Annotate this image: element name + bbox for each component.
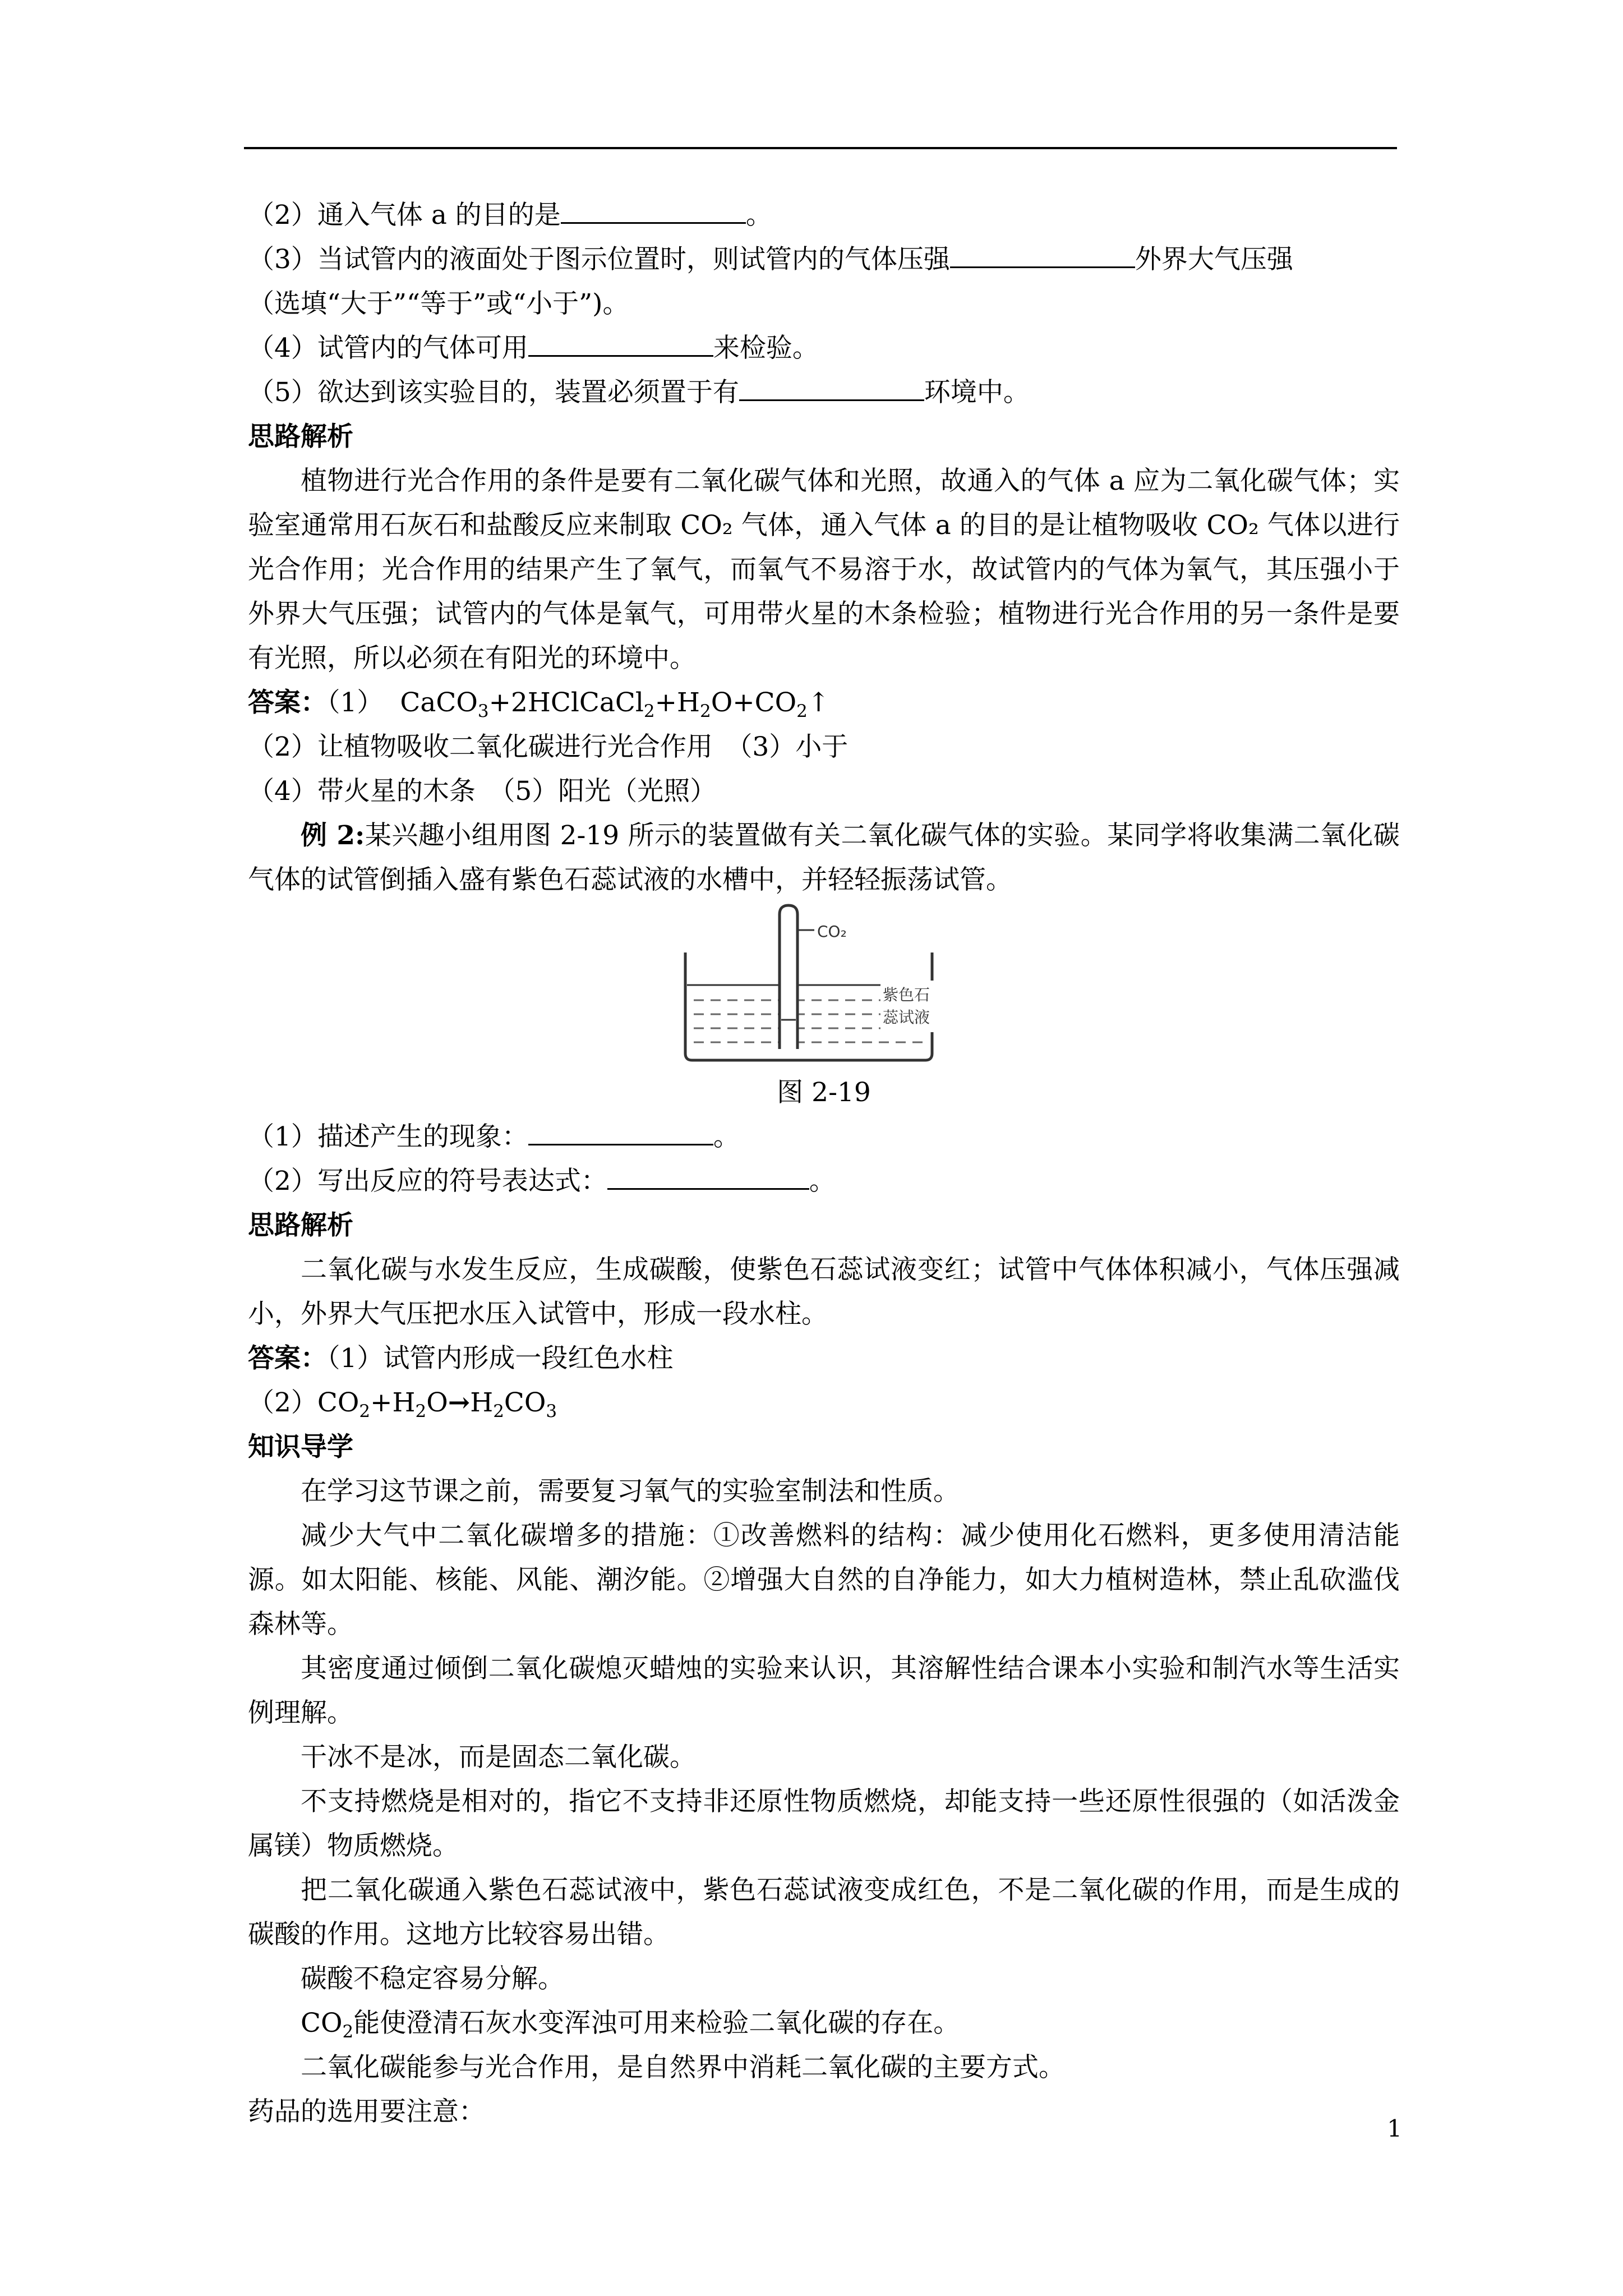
example-2: 例 2:某兴趣小组用图 2-19 所示的装置做有关二氧化碳气体的实验。某同学将收集满二氧化碳气体的试管倒插入盛有紫色石蕊试液的水槽中，并轻轻振荡试管。: [248, 820, 1400, 895]
experiment-diagram: [668, 902, 949, 1070]
analysis-heading: 思路解析: [248, 421, 353, 452]
header-rule: [244, 147, 1397, 149]
example-2-question-2: （2）写出反应的符号表达式： 。: [248, 1159, 1400, 1203]
answer-line-3: （4）带火星的木条 （5）阳光（光照）: [248, 776, 717, 807]
litmus-label-line-2: 蕊试液: [883, 1008, 930, 1027]
knowledge-paragraph-10: 药品的选用要注意：: [248, 2096, 485, 2127]
knowledge-paragraph-1: 在学习这节课之前，需要复习氧气的实验室制法和性质。: [301, 1476, 960, 1507]
answer-2-line-1: 答案：（1）试管内形成一段红色水柱: [248, 1343, 674, 1374]
knowledge-paragraph-3: 其密度通过倾倒二氧化碳熄灭蜡烛的实验来认识，其溶解性结合课本小实验和制汽水等生活实例理解。: [248, 1653, 1400, 1728]
knowledge-paragraph-4: 干冰不是冰，而是固态二氧化碳。: [301, 1742, 696, 1773]
answer-blank: [561, 193, 746, 224]
knowledge-paragraph-7: 碳酸不稳定容易分解。: [301, 1963, 564, 1994]
litmus-label-line-1: 紫色石: [883, 986, 930, 1004]
question-4: （4）试管内的气体可用 来检验。: [248, 326, 1400, 370]
answer-blank: [739, 370, 924, 401]
answer-blank: [528, 1115, 713, 1145]
knowledge-paragraph-6: 把二氧化碳通入紫色石蕊试液中，紫色石蕊试液变成红色，不是二氧化碳的作用，而是生成的碳酸的作用。这地方比较容易出错。: [248, 1875, 1400, 1950]
question-2: （2）通入气体 a 的目的是 。: [248, 193, 1400, 237]
page-number: 1: [1387, 2115, 1402, 2142]
question-3-hint: （选填“大于”“等于”或“小于”)。: [248, 288, 629, 319]
knowledge-guide-heading: 知识导学: [248, 1432, 353, 1462]
figure-caption: 图 2-19: [777, 1077, 871, 1108]
answer-blank: [950, 237, 1135, 268]
answer-2-line-2: $(2)CO_2+H_2O\to H_2CO_3$: [248, 1387, 557, 1421]
knowledge-paragraph-9: 二氧化碳能参与光合作用，是自然界中消耗二氧化碳的主要方式。: [301, 2052, 1065, 2083]
document-body: [248, 193, 1400, 2134]
question-5: （5）欲达到该实验目的，装置必须置于有 环境中。: [248, 370, 1400, 415]
co2-label: CO₂: [817, 922, 847, 941]
question-3: （3）当试管内的液面处于图示位置时，则试管内的气体压强 外界大气压强: [248, 237, 1400, 282]
answer-blank: [528, 326, 713, 357]
equation: $CO_2+H_2O\to H_2CO_3$: [317, 1387, 557, 1421]
knowledge-paragraph-2: 减少大气中二氧化碳增多的措施：①改善燃料的结构：减少使用化石燃料，更多使用清洁能源。如太阳能、核能、风能、潮汐能。②增强大自然的自净能力，如大力植树造林，禁止乱砍滥伐森林等。: [248, 1520, 1400, 1640]
equation: $CaCO_3+2HClCaCl_2+H_2O+CO_2↑$: [400, 687, 830, 721]
analysis-heading-2: 思路解析: [248, 1210, 353, 1241]
analysis-paragraph: 植物进行光合作用的条件是要有二氧化碳气体和光照，故通入的气体 a 应为二氧化碳气体；实验室通常用石灰石和盐酸反应来制取 CO₂ 气体，通入气体 a 的目的是让植物吸收 CO₂ 气体以进行光合作用；光合作用的结果产生了氧气，而氧气不易溶于水，故试管内的气体为氧气，其压强小于外界大气压强；试管内的气体是氧气，可用带火星的木条检验；植物进行光合作用的另一条件是要有光照，所以必须在有阳光的环境中。: [248, 466, 1400, 674]
analysis-paragraph-2: 二氧化碳与水发生反应，生成碳酸，使紫色石蕊试液变红；试管中气体体积减小，气体压强减小，外界大气压把水压入试管中，形成一段水柱。: [248, 1254, 1400, 1329]
knowledge-paragraph-8: $CO_2$能使澄清石灰水变浑浊可用来检验二氧化碳的存在。: [301, 2008, 960, 2042]
knowledge-paragraph-5: 不支持燃烧是相对的，指它不支持非还原性物质燃烧，却能支持一些还原性很强的（如活泼金属镁）物质燃烧。: [248, 1786, 1400, 1861]
answer-blank: [607, 1159, 809, 1190]
answer-line-2: （2）让植物吸收二氧化碳进行光合作用 （3）小于: [248, 731, 849, 762]
answer-line-1: 答案：（1） $CaCO_3+2HClCaCl_2+H_2O+CO_2↑$: [248, 687, 830, 721]
figure-2-19: [248, 902, 1400, 1070]
example-2-question-1: （1）描述产生的现象： 。: [248, 1115, 1400, 1159]
